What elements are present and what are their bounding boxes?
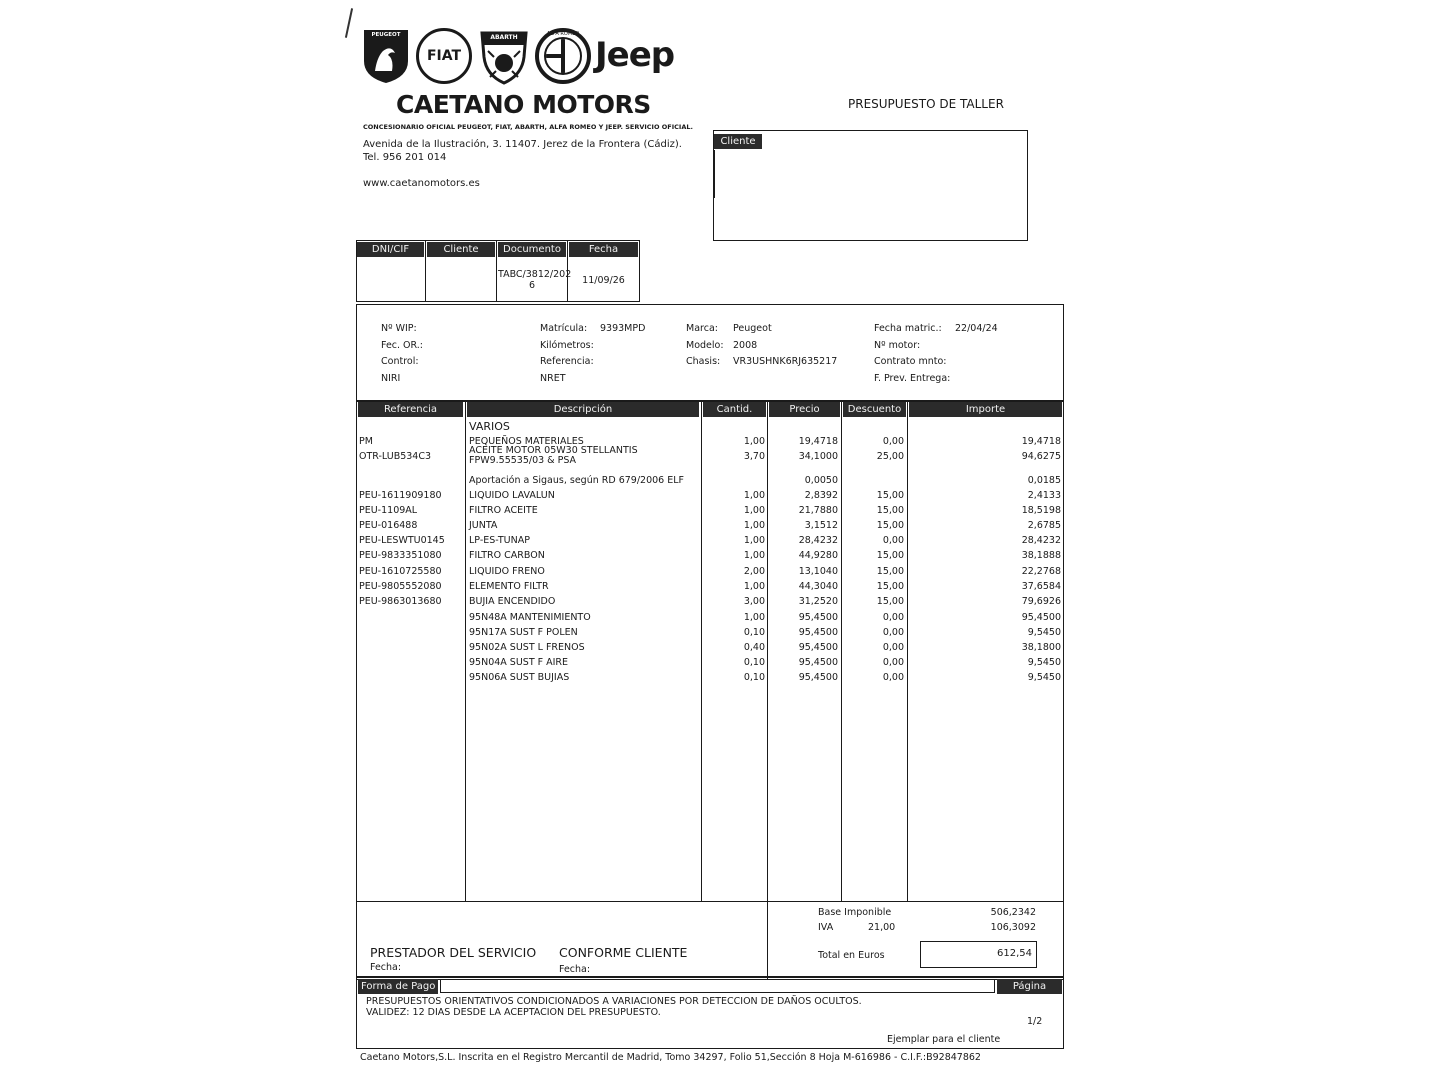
items-table	[356, 400, 1064, 980]
wip-label: Nº WIP:	[381, 323, 417, 334]
conforme-fecha-label: Fecha:	[559, 964, 591, 975]
km-label: Kilómetros:	[540, 340, 594, 351]
item-disc: 15,00	[876, 566, 904, 577]
item-price: 34,1000	[798, 451, 838, 462]
contrato-label: Contrato mnto:	[874, 356, 947, 367]
item-disc: 0,00	[882, 642, 904, 653]
registry-text: Caetano Motors,S.L. Inscrita en el Registro Mercantil de Madrid, Tomo 34297, Folio 51,Sección 8 Hoja M-616986 - C.I.F.:B92847862	[360, 1052, 981, 1063]
niri-label: NIRI	[381, 373, 401, 384]
items-header-referencia: Referencia	[358, 402, 463, 417]
item-amount: 37,6584	[1021, 581, 1061, 592]
item-price: 31,2520	[798, 596, 838, 607]
alfa-romeo-logo-icon	[535, 28, 591, 84]
fecha-matric-value: 22/04/24	[955, 323, 998, 334]
item-qty: 3,70	[743, 451, 765, 462]
item-price: 21,7880	[798, 505, 838, 516]
items-header-precio: Precio	[769, 402, 840, 417]
doc-info-header-fecha: Fecha	[569, 242, 638, 257]
item-disc: 0,00	[882, 535, 904, 546]
peugeot-logo-icon	[361, 27, 411, 85]
item-qty: 1,00	[743, 505, 765, 516]
item-amount: 38,1888	[1021, 550, 1061, 561]
item-disc: 15,00	[876, 520, 904, 531]
item-desc: 95N06A SUST BUJIAS	[469, 672, 570, 683]
item-amount: 94,6275	[1021, 451, 1061, 462]
item-desc: 95N02A SUST L FRENOS	[469, 642, 585, 653]
item-amount: 9,5450	[1027, 657, 1061, 668]
item-amount: 22,2768	[1021, 566, 1061, 577]
items-header-descripcion: Descripción	[467, 402, 699, 417]
item-desc: ELEMENTO FILTR	[469, 581, 549, 592]
modelo-label: Modelo:	[686, 340, 724, 351]
item-disc: 0,00	[882, 612, 904, 623]
item-desc: ACEITE MOTOR 05W30 STELLANTIS FPW9.55535/03 & PSA	[469, 445, 638, 466]
pagina-label: Página	[997, 979, 1062, 994]
doc-info-header-documento: Documento	[498, 242, 566, 257]
item-amount: 0,0185	[1027, 475, 1061, 486]
items-header-descuento: Descuento	[843, 402, 906, 417]
item-amount: 28,4232	[1021, 535, 1061, 546]
item-desc: PEQUEÑOS MATERIALES	[469, 436, 584, 447]
item-ref: PEU-9833351080	[359, 550, 442, 561]
company-web[interactable]: www.caetanomotors.es	[363, 178, 480, 189]
item-qty: 1,00	[743, 612, 765, 623]
entrega-label: F. Prev. Entrega:	[874, 373, 951, 384]
item-amount: 9,5450	[1027, 627, 1061, 638]
item-desc: 95N48A MANTENIMIENTO	[469, 612, 591, 623]
item-price: 0,0050	[804, 475, 838, 486]
item-qty: 0,40	[743, 642, 765, 653]
item-amount: 18,5198	[1021, 505, 1061, 516]
iva-value: 106,3092	[990, 922, 1036, 933]
item-price: 3,1512	[804, 520, 838, 531]
item-amount: 79,6926	[1021, 596, 1061, 607]
item-price: 95,4500	[798, 672, 838, 683]
item-amount: 19,4718	[1021, 436, 1061, 447]
footer-note-1: PRESUPUESTOS ORIENTATIVOS CONDICIONADOS A VARIACIONES POR DETECCION DE DAÑOS OCULTOS.	[366, 996, 862, 1007]
ejemplar-label: Ejemplar para el cliente	[887, 1034, 1001, 1045]
doc-info-documento-value: TABC/3812/202 6	[498, 269, 572, 291]
item-qty: 0,10	[743, 657, 765, 668]
prestador-label: PRESTADOR DEL SERVICIO	[370, 945, 537, 960]
modelo-value: 2008	[733, 340, 758, 351]
total-value: 612,54	[997, 948, 1032, 959]
item-ref: PEU-1610725580	[359, 566, 442, 577]
item-disc: 15,00	[876, 505, 904, 516]
item-ref: PM	[359, 436, 373, 447]
item-desc: 95N04A SUST F AIRE	[469, 657, 569, 668]
item-price: 95,4500	[798, 612, 838, 623]
marca-value: Peugeot	[733, 323, 772, 334]
item-desc: LIQUIDO FRENO	[469, 566, 545, 577]
item-qty: 0,10	[743, 672, 765, 683]
item-amount: 2,6785	[1027, 520, 1061, 531]
item-qty: 1,00	[743, 550, 765, 561]
item-price: 19,4718	[798, 436, 838, 447]
referencia-label: Referencia:	[540, 356, 594, 367]
total-label: Total en Euros	[818, 950, 885, 961]
page-number: 1/2	[1027, 1016, 1043, 1027]
marca-label: Marca:	[686, 323, 718, 334]
item-qty: 1,00	[743, 490, 765, 501]
item-desc: FILTRO CARBON	[469, 550, 545, 561]
item-ref: PEU-016488	[359, 520, 418, 531]
item-disc: 0,00	[882, 672, 904, 683]
company-address: Avenida de la Ilustración, 3. 11407. Jerez de la Frontera (Cádiz).	[363, 139, 682, 150]
chasis-value: VR3USHNK6RJ635217	[733, 356, 838, 367]
item-ref: PEU-9863013680	[359, 596, 442, 607]
item-amount: 2,4133	[1027, 490, 1061, 501]
doc-info-header-dni: DNI/CIF	[357, 242, 424, 257]
stray-mark	[345, 8, 353, 38]
prestador-fecha-label: Fecha:	[370, 962, 402, 973]
forma-pago-field	[440, 979, 995, 993]
item-price: 95,4500	[798, 657, 838, 668]
item-price: 44,3040	[798, 581, 838, 592]
client-box-divider	[714, 150, 715, 198]
item-price: 44,9280	[798, 550, 838, 561]
nret-label: NRET	[540, 373, 566, 384]
matricula-value: 9393MPD	[600, 323, 646, 334]
section-label: VARIOS	[469, 420, 510, 433]
item-amount: 95,4500	[1021, 612, 1061, 623]
chasis-label: Chasis:	[686, 356, 721, 367]
item-price: 28,4232	[798, 535, 838, 546]
item-ref: PEU-LESWTU0145	[359, 535, 445, 546]
doc-info-fecha-value: 11/09/26	[582, 275, 625, 286]
base-imponible-label: Base Imponible	[818, 907, 892, 918]
item-disc: 0,00	[882, 627, 904, 638]
item-ref: PEU-1611909180	[359, 490, 442, 501]
item-qty: 2,00	[743, 566, 765, 577]
company-phone: Tel. 956 201 014	[363, 152, 447, 163]
document-title: PRESUPUESTO DE TALLER	[848, 97, 1004, 111]
fecha-matric-label: Fecha matric.:	[874, 323, 942, 334]
iva-label: IVA	[818, 922, 834, 933]
alfa-romeo-logo-text: ALFA ROMEO	[546, 31, 580, 37]
item-price: 95,4500	[798, 627, 838, 638]
item-disc: 15,00	[876, 490, 904, 501]
footer-note-2: VALIDEZ: 12 DIAS DESDE LA ACEPTACION DEL PRESUPUESTO.	[366, 1007, 661, 1018]
company-tagline: CONCESIONARIO OFICIAL PEUGEOT, FIAT, ABARTH, ALFA ROMEO Y JEEP. SERVICIO OFICIAL.	[363, 123, 693, 131]
item-qty: 1,00	[743, 535, 765, 546]
company-name: CAETANO MOTORS	[396, 90, 651, 119]
item-qty: 1,00	[743, 520, 765, 531]
items-header-cantidad: Cantid.	[703, 402, 766, 417]
item-disc: 15,00	[876, 581, 904, 592]
item-desc: FILTRO ACEITE	[469, 505, 538, 516]
item-disc: 15,00	[876, 550, 904, 561]
conforme-label: CONFORME CLIENTE	[559, 945, 688, 960]
item-desc: Aportación a Sigaus, según RD 679/2006 ELF	[469, 475, 684, 486]
item-disc: 25,00	[876, 451, 904, 462]
item-price: 95,4500	[798, 642, 838, 653]
item-disc: 0,00	[882, 436, 904, 447]
item-price: 2,8392	[804, 490, 838, 501]
item-disc: 15,00	[876, 596, 904, 607]
matricula-label: Matrícula:	[540, 323, 588, 334]
item-amount: 38,1800	[1021, 642, 1061, 653]
fec-or-label: Fec. OR.:	[381, 340, 424, 351]
abarth-logo-text: ABARTH	[490, 34, 518, 41]
item-disc: 0,00	[882, 657, 904, 668]
item-ref: OTR-LUB534C3	[359, 451, 432, 462]
item-qty: 0,10	[743, 627, 765, 638]
forma-pago-label: Forma de Pago	[358, 979, 438, 994]
item-qty: 1,00	[743, 436, 765, 447]
fiat-logo-icon	[416, 28, 472, 84]
item-qty: 1,00	[743, 581, 765, 592]
item-desc: BUJIA ENCENDIDO	[469, 596, 556, 607]
motor-label: Nº motor:	[874, 340, 921, 351]
vehicle-info-box	[356, 304, 1064, 402]
item-ref: PEU-1109AL	[359, 505, 418, 516]
item-desc: LP-ES-TUNAP	[469, 535, 530, 546]
item-desc: JUNTA	[469, 520, 498, 531]
base-imponible-value: 506,2342	[990, 907, 1036, 918]
fiat-logo-text: FIAT	[426, 48, 462, 64]
items-header-importe: Importe	[909, 402, 1062, 417]
item-ref: PEU-9805552080	[359, 581, 442, 592]
item-price: 13,1040	[798, 566, 838, 577]
jeep-logo: Jeep	[595, 35, 675, 75]
control-label: Control:	[381, 356, 419, 367]
abarth-logo-icon	[478, 27, 530, 85]
item-qty: 3,00	[743, 596, 765, 607]
peugeot-logo-text: PEUGEOT	[371, 32, 401, 38]
item-desc: 95N17A SUST F POLEN	[469, 627, 578, 638]
item-desc: LIQUIDO LAVALUN	[469, 490, 555, 501]
item-amount: 9,5450	[1027, 672, 1061, 683]
doc-info-header-cliente: Cliente	[427, 242, 495, 257]
client-box-label: Cliente	[714, 134, 762, 149]
iva-rate: 21,00	[868, 922, 896, 933]
